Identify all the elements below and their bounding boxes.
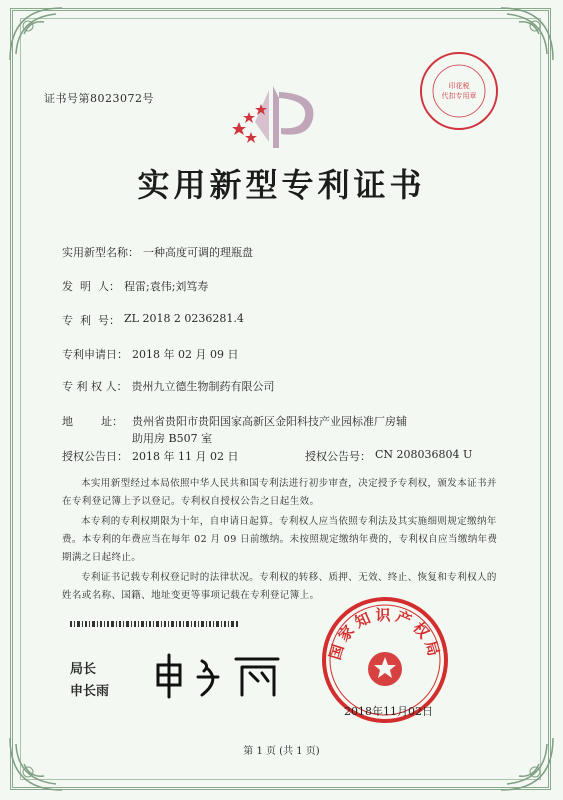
field-label: 专 利 号： (62, 314, 120, 327)
field-label: 专 利 权 人： (62, 380, 128, 393)
grant-date: 2018 年 11 月 02 日 (132, 450, 239, 463)
grant-no: CN 208036804 U (375, 448, 473, 461)
field-label: 实用新型名称： (62, 246, 139, 259)
barcode-icon (70, 621, 240, 627)
patent-no: ZL 2018 2 0236281.4 (124, 312, 244, 325)
svg-text:国家知识产权局: 国家知识产权局 (325, 606, 445, 662)
paragraph: 本实用新型经过本局依照中华人民共和国专利法进行初步审查，决定授予专利权，颁发本证书并在专利登记簿上予以登记。专利权自授权公告之日起生效。 (62, 478, 497, 507)
svg-text:印花税: 印花税 (448, 82, 470, 90)
corner-ornament-icon (6, 4, 66, 64)
field-label: 地 址： (62, 415, 123, 428)
agency-tax-stamp-icon (418, 50, 500, 132)
paragraph: 本专利的专利权期限为十年，自申请日起算。专利权人应当依照专利法及其实施细则规定缴纳年费。本专利的年费应当在每年 02 月 09 日前缴纳。未按照规定缴纳年费的，专利权自应当缴纳年费期满之日起终止。 (62, 516, 498, 563)
patent-office-logo-icon (225, 82, 325, 152)
filing-date-row (62, 346, 238, 362)
address-line: 贵州省贵阳市贵阳国家高新区金阳科技产业园标准厂房辅 (132, 415, 407, 428)
address-value (132, 413, 492, 447)
paragraph: 专利证书记载专利权登记时的法律状况。专利权的转移、质押、无效、终止、恢复和专利权人的姓名或名称、国籍、地址变更等事项记载在专利登记簿上。 (62, 572, 497, 601)
field-label: 发 明 人： (62, 280, 120, 293)
patent-no-row (62, 312, 244, 328)
filing-date: 2018 年 02 月 09 日 (132, 348, 239, 361)
utility-model-name: 一种高度可调的理瓶盘 (143, 246, 253, 259)
page-footer: 第 1 页 (共 1 页) (243, 746, 320, 757)
inventor-row (62, 278, 208, 294)
director-name: 申长雨 (70, 684, 110, 699)
field-label: 授权公告日： (62, 450, 128, 463)
seal-date: 2018年11月02日 (344, 705, 433, 718)
grant-no-row (305, 448, 472, 464)
field-label: 授权公告号： (305, 450, 371, 463)
address-line: 助用房 B507 室 (132, 432, 213, 445)
patentee-row (62, 378, 275, 394)
address-row (62, 413, 123, 429)
director-signature-icon (150, 651, 290, 701)
field-label: 专利申请日： (62, 348, 128, 361)
patentee: 贵州九立德生物制药有限公司 (131, 380, 275, 393)
svg-text:代扣专用章: 代扣专用章 (441, 92, 477, 100)
certificate-number: 证书号第8023072号 (44, 92, 154, 105)
grant-date-row (62, 448, 238, 464)
director-title: 局长 (70, 662, 97, 677)
page-title: 实用新型专利证书 (137, 166, 426, 204)
utility-model-name-row (62, 244, 253, 260)
inventor: 程雷;袁伟;刘笃寿 (124, 280, 209, 293)
corner-ornament-icon (497, 4, 557, 64)
